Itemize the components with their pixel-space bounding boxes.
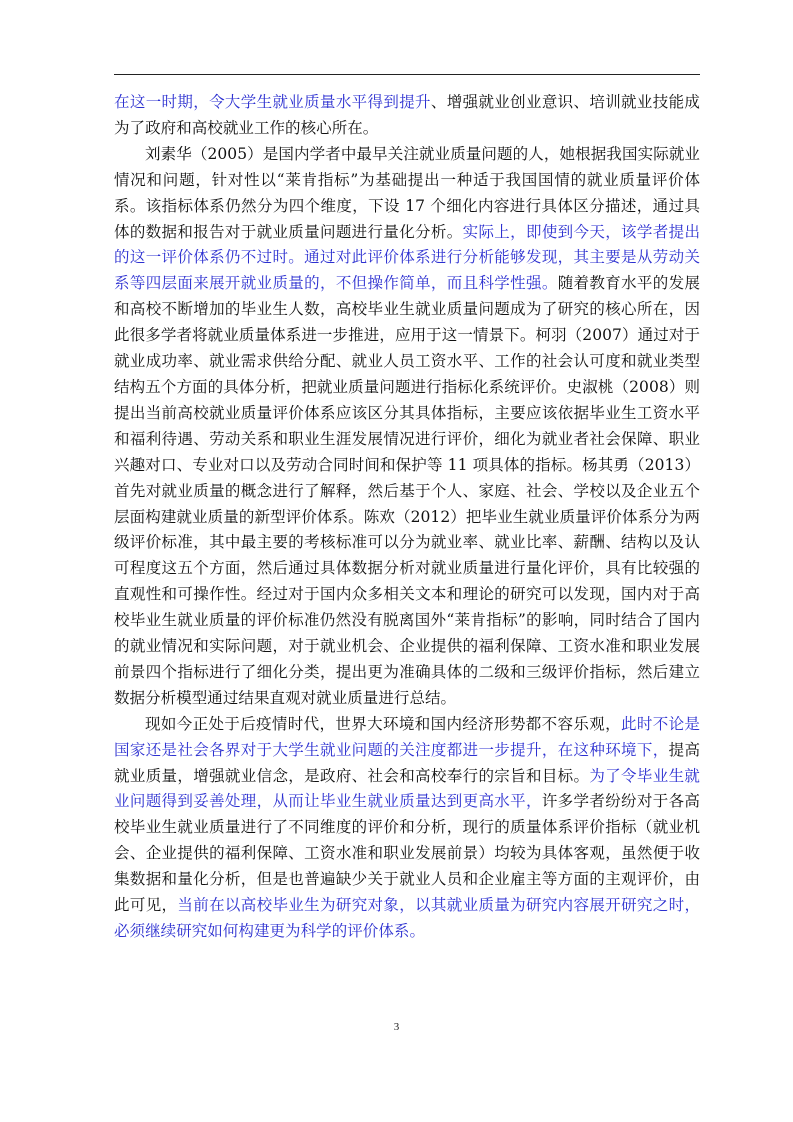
text-segment: 提高就业质量，增强就业信念，是政府、社会和高校奉行的宗旨和目标。 bbox=[114, 740, 700, 785]
text-segment-highlighted: 为了令毕业生就业问题得到妥善处理，从而让毕业生就业质量达到更高水平， bbox=[114, 766, 700, 811]
text-segment: 、增强就业创业意识、培训就业技能成为了政府和高校就业工作的核心所在。 bbox=[114, 93, 700, 137]
text-segment-highlighted: 当前在以高校毕业生为研究对象，以其就业质量为研究内容展开研究之时，必须继续研究如何构建更为科学的评价体系。 bbox=[114, 896, 701, 940]
text-segment-highlighted: 实际上，即使到今天，该学者提出的这一评价体系仍不过时。通过对此评价体系进行分析能够发现，其主要是从劳动关系等四层面来展开就业质量的，不但操作简单，而且科学性强。 bbox=[114, 222, 700, 293]
text-segment: 现如今正处于后疫情时代，世界大环境和国内经济形势都不容乐观， bbox=[145, 714, 621, 733]
body-text bbox=[114, 90, 700, 945]
paragraph-2 bbox=[114, 142, 700, 712]
text-segment: 随着教育水平的发展和高校不断增加的毕业生人数，高校毕业生就业质量问题成为了研究的核心所在，因此很多学者将就业质量体系进一步推进，应用于这一情景下。柯羽（2007）通过对于就业成功率、就业需求供给分配、就业人员工资水平、工作的社会认可度和就业类型结构五个方面的具体分析，把就业质量问题进行指标化系统评价。史淑桃（2008）则提出当前高校就业质量评价体系应该区分其具体指标，主要应该依据毕业生工资水平和福利待遇、劳动关系和职业生涯发展情况进行评价，细化为就业者社会保障、职业兴趣对口、专业对口以及劳动合同时间和保护等 11 项具体的指标。杨其勇（2013）首先对就业质量的概念进行了解释，然后基于个人、家庭、社会、学校以及企业五个层面构建就业质量的新型评价体系。陈欢（2012）把毕业生就业质量评价体系分为两级评价标准，其中最主要的考核标准可以分为就业率、就业比率、薪酬、结构以及认可程度这五个方面，然后通过具体数据分析对就业质量进行量化评价，具有比较强的直观性和可操作性。经过对于国内众多相关文本和理论的研究可以发现，国内对于高校毕业生就业质量的评价标准仍然没有脱离国外“莱肯指标”的影响，同时结合了国内的就业情况和实际问题，对于就业机会、企业提供的福利保障、工资水准和职业发展前景四个指标进行了细化分类，提出更为准确具体的二级和三级评价指标，然后建立数据分析模型通过结果直观对就业质量进行总结。 bbox=[114, 274, 701, 707]
page-number: 3 bbox=[393, 1021, 400, 1033]
paragraph-3 bbox=[114, 712, 700, 945]
text-segment-highlighted: 此时不论是国家还是社会各界对于大学生就业问题的关注度都进一步提升，在这种环境下， bbox=[114, 714, 700, 759]
header-rule bbox=[114, 74, 700, 75]
text-segment: 刘素华（2005）是国内学者中最早关注就业质量问题的人，她根据我国实际就业情况和问题，针对性以“莱肯指标”为基础提出一种适于我国国情的就业质量评价体系。该指标体系仍然分为四个维度，下设 17 个细化内容进行具体区分描述，通过具体的数据和报告对于就业质量问题进行量化分析。 bbox=[114, 144, 700, 241]
text-segment: 许多学者纷纷对于各高校毕业生就业质量进行了不同维度的评价和分析，现行的质量体系评价指标（就业机会、企业提供的福利保障、工资水准和职业发展前景）均较为具体客观，虽然便于收集数据和量化分析，但是也普遍缺少关于就业人员和企业雇主等方面的主观评价，由此可见， bbox=[114, 792, 700, 915]
text-segment-highlighted: 在这一时期，令大学生就业质量水平得到提升 bbox=[114, 93, 431, 111]
paragraph-1 bbox=[114, 90, 700, 142]
